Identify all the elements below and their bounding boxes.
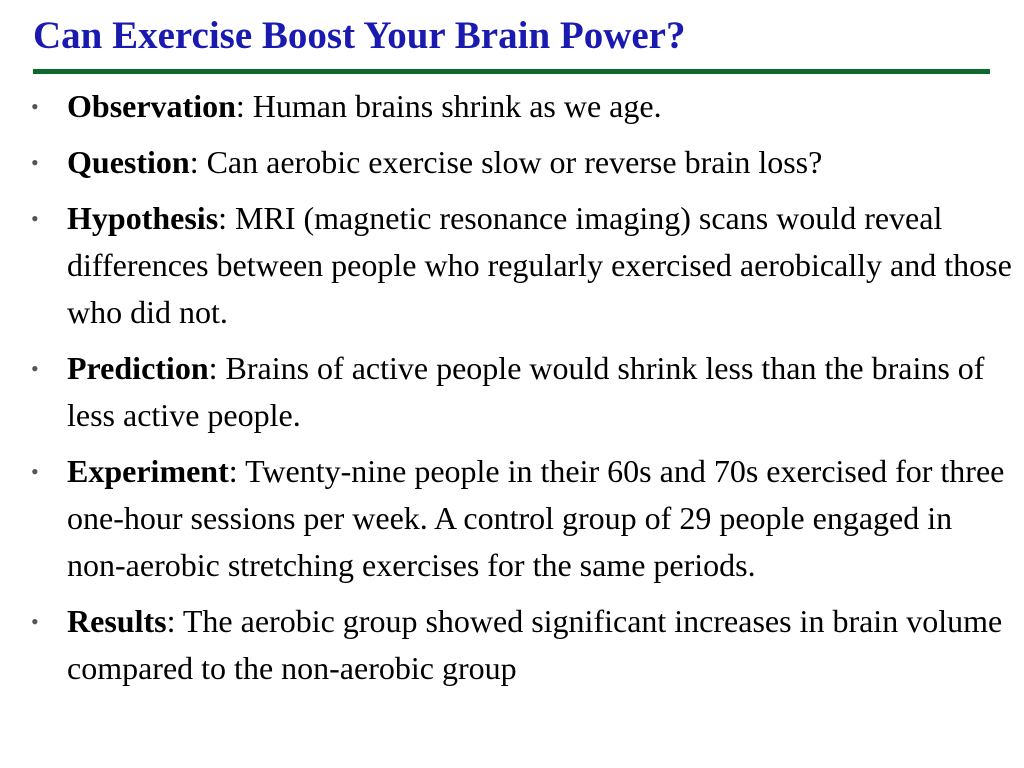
bullet-term: Prediction xyxy=(67,350,209,386)
bullet-icon: • xyxy=(31,356,39,381)
bullet-icon: • xyxy=(31,459,39,484)
bullet-icon: • xyxy=(31,206,39,231)
bullet-prediction xyxy=(0,345,1024,439)
bullet-observation xyxy=(0,83,1024,130)
bullet-text: : The aerobic group showed significant increases in brain volume compared to the non-aerobic group xyxy=(67,603,1003,686)
bullet-icon: • xyxy=(31,94,39,119)
bullet-question xyxy=(0,139,1024,186)
bullet-term: Question xyxy=(67,144,190,180)
bullet-icon: • xyxy=(31,609,39,634)
slide-title: Can Exercise Boost Your Brain Power? xyxy=(33,14,686,57)
bullet-term: Results xyxy=(67,603,167,639)
bullet-text: : Human brains shrink as we age. xyxy=(235,88,662,124)
bullet-term: Observation xyxy=(67,88,236,124)
bullet-text: : Can aerobic exercise slow or reverse brain loss? xyxy=(189,144,823,180)
bullet-icon: • xyxy=(31,150,39,175)
bullet-hypothesis xyxy=(0,195,1024,336)
title-underline xyxy=(33,69,990,74)
bullet-term: Hypothesis xyxy=(67,200,219,236)
bullet-text: : MRI (magnetic resonance imaging) scans would reveal differences between people who regularly exercised aerobically and those who did not. xyxy=(67,200,1012,330)
bullet-term: Experiment xyxy=(67,453,229,489)
bullet-list xyxy=(0,83,1024,701)
bullet-experiment xyxy=(0,448,1024,589)
bullet-text: : Brains of active people would shrink less than the brains of less active people. xyxy=(67,350,985,433)
bullet-text: : Twenty-nine people in their 60s and 70s exercised for three one-hour sessions per week. A control group of 29 people engaged in non-aerobic stretching exercises for the same periods. xyxy=(67,453,1005,583)
bullet-results xyxy=(0,598,1024,692)
